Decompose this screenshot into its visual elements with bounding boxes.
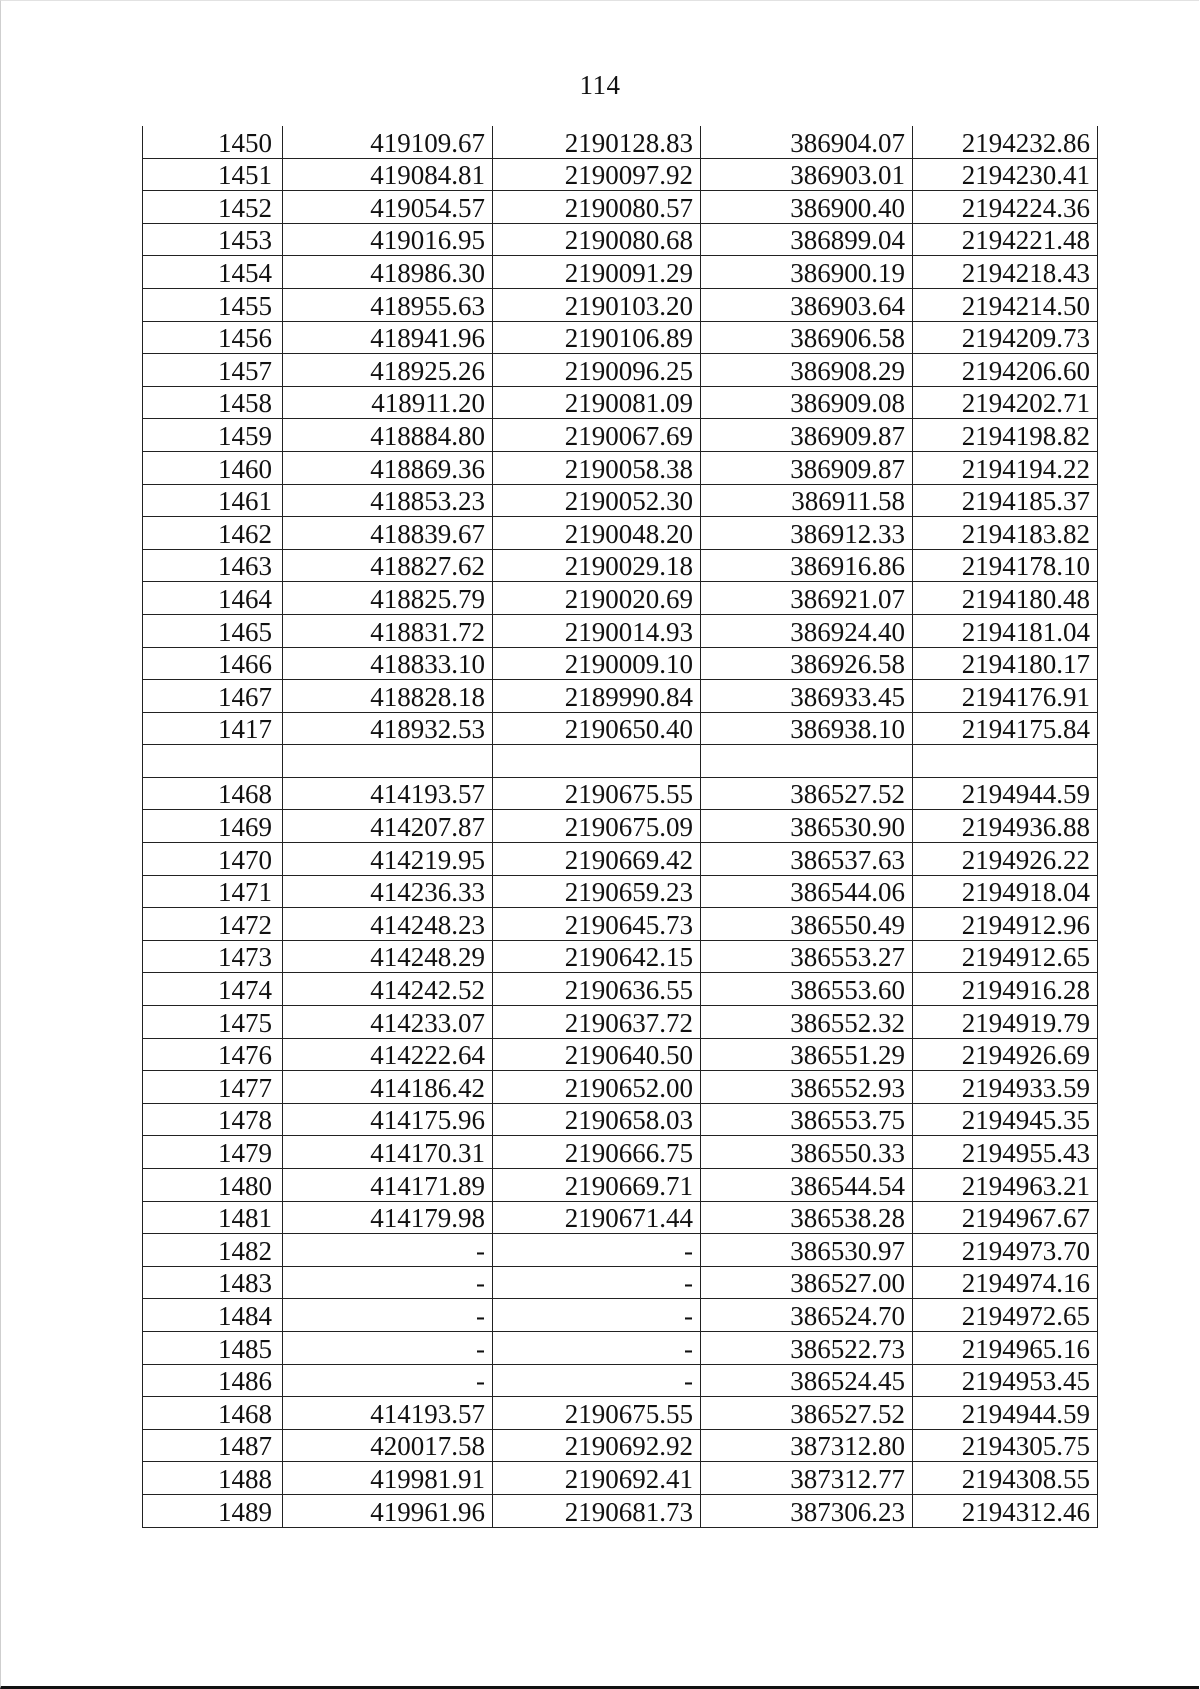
table-row [143, 1429, 1098, 1462]
point-id-cell: 1464 [143, 582, 283, 615]
coord-a-x-cell: 414193.57 [283, 1397, 493, 1430]
coord-a-y-cell: 2190650.40 [493, 712, 701, 745]
coord-a-x-cell: 418884.80 [283, 419, 493, 452]
point-id-cell: 1457 [143, 354, 283, 387]
coord-b-y-cell: 2194967.67 [913, 1201, 1098, 1234]
coord-a-y-cell: 2190020.69 [493, 582, 701, 615]
coord-a-x-cell: - [283, 1364, 493, 1397]
table-row [143, 419, 1098, 452]
coord-a-y-cell: 2190645.73 [493, 908, 701, 941]
coord-a-x-cell: 419981.91 [283, 1462, 493, 1495]
coord-a-x-cell: 414207.87 [283, 810, 493, 843]
coord-a-x-cell: - [283, 1266, 493, 1299]
point-id-cell: 1479 [143, 1136, 283, 1169]
coord-b-x-cell: 386900.40 [701, 191, 913, 224]
point-id-cell: 1471 [143, 875, 283, 908]
coord-a-y-cell: 2190029.18 [493, 549, 701, 582]
point-id-cell: 1473 [143, 940, 283, 973]
coord-a-x-cell: 418827.62 [283, 549, 493, 582]
coord-a-x-cell: 418825.79 [283, 582, 493, 615]
table-row [143, 1169, 1098, 1202]
table-row [143, 158, 1098, 191]
coord-a-y-cell: 2190097.92 [493, 158, 701, 191]
point-id-cell: 1465 [143, 614, 283, 647]
coord-b-y-cell: 2194230.41 [913, 158, 1098, 191]
coord-b-x-cell: 386916.86 [701, 549, 913, 582]
coord-b-x-cell: 386552.32 [701, 1006, 913, 1039]
point-id-cell: 1460 [143, 451, 283, 484]
coord-b-y-cell: 2194973.70 [913, 1234, 1098, 1267]
coord-b-y-cell: 2194198.82 [913, 419, 1098, 452]
point-id-cell: 1461 [143, 484, 283, 517]
table-row [143, 354, 1098, 387]
coord-b-x-cell: 386551.29 [701, 1038, 913, 1071]
coord-b-x-cell: 386909.08 [701, 386, 913, 419]
coord-b-x-cell: 386903.64 [701, 288, 913, 321]
table-row [143, 745, 1098, 778]
table-row [143, 1201, 1098, 1234]
coord-a-y-cell: 2190669.42 [493, 843, 701, 876]
coord-a-y-cell: 2190080.68 [493, 223, 701, 256]
coord-b-x-cell: 386550.33 [701, 1136, 913, 1169]
coord-a-y-cell: - [493, 1331, 701, 1364]
coord-a-y-cell: 2190096.25 [493, 354, 701, 387]
coord-b-y-cell: 2194181.04 [913, 614, 1098, 647]
point-id-cell: 1487 [143, 1429, 283, 1462]
coord-b-x-cell: 386530.90 [701, 810, 913, 843]
coord-a-y-cell: 2190652.00 [493, 1071, 701, 1104]
coord-a-x-cell: 414186.42 [283, 1071, 493, 1104]
coord-a-x-cell: 414171.89 [283, 1169, 493, 1202]
coord-a-y-cell: 2190671.44 [493, 1201, 701, 1234]
table-row [143, 908, 1098, 941]
coord-b-y-cell: 2194180.48 [913, 582, 1098, 615]
coord-a-x-cell: 418941.96 [283, 321, 493, 354]
table-row [143, 1331, 1098, 1364]
coord-b-x-cell: 387312.80 [701, 1429, 913, 1462]
point-id-cell: 1474 [143, 973, 283, 1006]
table-row [143, 1071, 1098, 1104]
table-row [143, 1006, 1098, 1039]
coord-a-x-cell: 414175.96 [283, 1103, 493, 1136]
coord-a-x-cell: 418831.72 [283, 614, 493, 647]
coord-b-x-cell: 386553.60 [701, 973, 913, 1006]
point-id-cell: 1472 [143, 908, 283, 941]
coord-a-x-cell: 418853.23 [283, 484, 493, 517]
coord-a-x-cell: 418955.63 [283, 288, 493, 321]
coord-b-x-cell: 386544.06 [701, 875, 913, 908]
point-id-cell: 1462 [143, 517, 283, 550]
table-row [143, 1462, 1098, 1495]
coord-a-x-cell: 418839.67 [283, 517, 493, 550]
point-id-cell [143, 745, 283, 778]
coord-a-y-cell: 2190692.41 [493, 1462, 701, 1495]
coord-b-y-cell: 2194916.28 [913, 973, 1098, 1006]
coord-a-y-cell: 2190681.73 [493, 1494, 701, 1527]
coord-b-x-cell: 386909.87 [701, 451, 913, 484]
point-id-cell: 1484 [143, 1299, 283, 1332]
coord-a-y-cell: 2190666.75 [493, 1136, 701, 1169]
coord-b-y-cell: 2194963.21 [913, 1169, 1098, 1202]
table-row [143, 517, 1098, 550]
coord-b-y-cell: 2194180.17 [913, 647, 1098, 680]
coord-a-y-cell: 2190636.55 [493, 973, 701, 1006]
table-row [143, 614, 1098, 647]
point-id-cell: 1455 [143, 288, 283, 321]
coord-a-y-cell: 2190128.83 [493, 126, 701, 158]
table-row [143, 777, 1098, 810]
coord-b-x-cell: 386550.49 [701, 908, 913, 941]
coord-b-y-cell: 2194926.69 [913, 1038, 1098, 1071]
table-row [143, 256, 1098, 289]
coord-b-y-cell: 2194936.88 [913, 810, 1098, 843]
coord-a-x-cell: 414219.95 [283, 843, 493, 876]
coord-a-x-cell: 414222.64 [283, 1038, 493, 1071]
coord-a-y-cell: 2190048.20 [493, 517, 701, 550]
table-row [143, 321, 1098, 354]
point-id-cell: 1485 [143, 1331, 283, 1364]
point-id-cell: 1450 [143, 126, 283, 158]
coord-a-x-cell: 419961.96 [283, 1494, 493, 1527]
table-row [143, 549, 1098, 582]
coord-b-x-cell: 386524.45 [701, 1364, 913, 1397]
point-id-cell: 1468 [143, 1397, 283, 1430]
coord-a-x-cell: 419054.57 [283, 191, 493, 224]
coord-b-x-cell: 386933.45 [701, 680, 913, 713]
table-row [143, 1364, 1098, 1397]
coord-b-y-cell: 2194945.35 [913, 1103, 1098, 1136]
coord-a-x-cell: 418925.26 [283, 354, 493, 387]
point-id-cell: 1476 [143, 1038, 283, 1071]
point-id-cell: 1470 [143, 843, 283, 876]
coord-a-x-cell: 414248.29 [283, 940, 493, 973]
coord-b-y-cell: 2194178.10 [913, 549, 1098, 582]
coord-b-y-cell: 2194912.96 [913, 908, 1098, 941]
coord-a-x-cell: 418833.10 [283, 647, 493, 680]
table-row [143, 451, 1098, 484]
coordinates-table [142, 126, 1098, 1528]
table-row [143, 1136, 1098, 1169]
coord-a-x-cell: 414170.31 [283, 1136, 493, 1169]
point-id-cell: 1486 [143, 1364, 283, 1397]
coord-a-y-cell: 2190637.72 [493, 1006, 701, 1039]
coord-b-x-cell [701, 745, 913, 778]
table-row [143, 1038, 1098, 1071]
coord-b-y-cell: 2194232.86 [913, 126, 1098, 158]
point-id-cell: 1488 [143, 1462, 283, 1495]
coord-b-x-cell: 386522.73 [701, 1331, 913, 1364]
coord-a-y-cell: 2190669.71 [493, 1169, 701, 1202]
coord-b-y-cell: 2194185.37 [913, 484, 1098, 517]
coord-b-y-cell: 2194912.65 [913, 940, 1098, 973]
coord-a-y-cell: 2190106.89 [493, 321, 701, 354]
table-row [143, 1103, 1098, 1136]
point-id-cell: 1417 [143, 712, 283, 745]
point-id-cell: 1480 [143, 1169, 283, 1202]
point-id-cell: 1453 [143, 223, 283, 256]
coord-b-y-cell: 2194218.43 [913, 256, 1098, 289]
table-row [143, 1397, 1098, 1430]
coord-a-x-cell: 419016.95 [283, 223, 493, 256]
coord-b-x-cell: 386553.27 [701, 940, 913, 973]
coord-a-y-cell: 2190080.57 [493, 191, 701, 224]
coord-a-y-cell: 2190067.69 [493, 419, 701, 452]
coord-b-x-cell: 386924.40 [701, 614, 913, 647]
coord-b-x-cell: 386527.52 [701, 777, 913, 810]
coord-b-y-cell: 2194221.48 [913, 223, 1098, 256]
coord-b-y-cell: 2194305.75 [913, 1429, 1098, 1462]
coord-b-x-cell: 386527.52 [701, 1397, 913, 1430]
coord-a-x-cell: 420017.58 [283, 1429, 493, 1462]
coord-b-y-cell: 2194183.82 [913, 517, 1098, 550]
coord-a-x-cell: 418986.30 [283, 256, 493, 289]
coord-a-y-cell: - [493, 1234, 701, 1267]
coord-a-y-cell [493, 745, 701, 778]
table-row [143, 712, 1098, 745]
coord-a-x-cell: - [283, 1331, 493, 1364]
coord-a-y-cell: 2190692.92 [493, 1429, 701, 1462]
coord-b-y-cell: 2194972.65 [913, 1299, 1098, 1332]
coord-a-x-cell: 414248.23 [283, 908, 493, 941]
coord-b-x-cell: 386938.10 [701, 712, 913, 745]
point-id-cell: 1451 [143, 158, 283, 191]
coord-a-y-cell: 2190675.55 [493, 1397, 701, 1430]
coord-b-x-cell: 386904.07 [701, 126, 913, 158]
coord-b-x-cell: 386530.97 [701, 1234, 913, 1267]
point-id-cell: 1452 [143, 191, 283, 224]
point-id-cell: 1466 [143, 647, 283, 680]
table-row [143, 288, 1098, 321]
coord-b-y-cell: 2194955.43 [913, 1136, 1098, 1169]
coord-a-y-cell: 2190014.93 [493, 614, 701, 647]
coord-a-x-cell: 419109.67 [283, 126, 493, 158]
coord-a-y-cell: 2190091.29 [493, 256, 701, 289]
coord-b-y-cell: 2194194.22 [913, 451, 1098, 484]
table-row [143, 843, 1098, 876]
coord-a-y-cell: 2190658.03 [493, 1103, 701, 1136]
coord-b-y-cell: 2194965.16 [913, 1331, 1098, 1364]
coord-a-y-cell: - [493, 1299, 701, 1332]
table-row [143, 126, 1098, 158]
table-row [143, 223, 1098, 256]
coord-b-x-cell: 386921.07 [701, 582, 913, 615]
coord-b-x-cell: 386926.58 [701, 647, 913, 680]
coord-b-x-cell: 386911.58 [701, 484, 913, 517]
coord-a-x-cell: 419084.81 [283, 158, 493, 191]
coord-a-y-cell: 2190058.38 [493, 451, 701, 484]
coord-a-y-cell: 2190081.09 [493, 386, 701, 419]
coord-a-y-cell: 2190052.30 [493, 484, 701, 517]
coord-a-y-cell: 2189990.84 [493, 680, 701, 713]
coord-a-x-cell: 414236.33 [283, 875, 493, 908]
coord-b-y-cell: 2194944.59 [913, 1397, 1098, 1430]
coord-a-x-cell: 414233.07 [283, 1006, 493, 1039]
coord-b-x-cell: 387306.23 [701, 1494, 913, 1527]
coord-a-y-cell: - [493, 1364, 701, 1397]
coord-b-y-cell: 2194214.50 [913, 288, 1098, 321]
coord-b-x-cell: 386903.01 [701, 158, 913, 191]
point-id-cell: 1463 [143, 549, 283, 582]
coord-a-y-cell: 2190009.10 [493, 647, 701, 680]
page-number: 114 [579, 70, 621, 100]
coord-a-y-cell: 2190103.20 [493, 288, 701, 321]
coord-b-y-cell: 2194176.91 [913, 680, 1098, 713]
table-row [143, 940, 1098, 973]
coord-b-x-cell: 386538.28 [701, 1201, 913, 1234]
table-row [143, 582, 1098, 615]
table-row [143, 191, 1098, 224]
point-id-cell: 1478 [143, 1103, 283, 1136]
coord-b-y-cell: 2194974.16 [913, 1266, 1098, 1299]
point-id-cell: 1454 [143, 256, 283, 289]
coord-b-y-cell: 2194209.73 [913, 321, 1098, 354]
point-id-cell: 1475 [143, 1006, 283, 1039]
coord-b-y-cell: 2194919.79 [913, 1006, 1098, 1039]
coord-b-x-cell: 386527.00 [701, 1266, 913, 1299]
coord-b-x-cell: 386899.04 [701, 223, 913, 256]
coord-b-x-cell: 386552.93 [701, 1071, 913, 1104]
coord-b-y-cell: 2194944.59 [913, 777, 1098, 810]
coord-a-x-cell: 418869.36 [283, 451, 493, 484]
coord-a-x-cell: 414193.57 [283, 777, 493, 810]
coordinates-table-body [143, 126, 1098, 1527]
coord-b-y-cell: 2194175.84 [913, 712, 1098, 745]
table-row [143, 1234, 1098, 1267]
coord-a-x-cell: 418932.53 [283, 712, 493, 745]
coord-a-x-cell: 414242.52 [283, 973, 493, 1006]
point-id-cell: 1489 [143, 1494, 283, 1527]
point-id-cell: 1467 [143, 680, 283, 713]
coord-a-y-cell: - [493, 1266, 701, 1299]
coord-b-y-cell: 2194224.36 [913, 191, 1098, 224]
coord-b-y-cell: 2194202.71 [913, 386, 1098, 419]
coord-b-y-cell: 2194918.04 [913, 875, 1098, 908]
coord-b-x-cell: 386906.58 [701, 321, 913, 354]
coord-b-x-cell: 386908.29 [701, 354, 913, 387]
coord-a-y-cell: 2190642.15 [493, 940, 701, 973]
coord-b-x-cell: 386912.33 [701, 517, 913, 550]
coord-b-y-cell [913, 745, 1098, 778]
coord-a-x-cell: 418911.20 [283, 386, 493, 419]
point-id-cell: 1459 [143, 419, 283, 452]
coord-b-y-cell: 2194312.46 [913, 1494, 1098, 1527]
coord-a-x-cell: 414179.98 [283, 1201, 493, 1234]
point-id-cell: 1456 [143, 321, 283, 354]
coord-b-x-cell: 386900.19 [701, 256, 913, 289]
coord-b-x-cell: 386909.87 [701, 419, 913, 452]
point-id-cell: 1458 [143, 386, 283, 419]
coord-b-y-cell: 2194308.55 [913, 1462, 1098, 1495]
point-id-cell: 1482 [143, 1234, 283, 1267]
table-row [143, 1299, 1098, 1332]
coord-a-y-cell: 2190659.23 [493, 875, 701, 908]
coord-a-y-cell: 2190675.55 [493, 777, 701, 810]
coord-a-x-cell: 418828.18 [283, 680, 493, 713]
coord-b-y-cell: 2194926.22 [913, 843, 1098, 876]
coord-b-y-cell: 2194206.60 [913, 354, 1098, 387]
point-id-cell: 1468 [143, 777, 283, 810]
point-id-cell: 1469 [143, 810, 283, 843]
point-id-cell: 1483 [143, 1266, 283, 1299]
coord-b-x-cell: 386544.54 [701, 1169, 913, 1202]
table-row [143, 1494, 1098, 1527]
coord-b-y-cell: 2194933.59 [913, 1071, 1098, 1104]
coord-b-x-cell: 387312.77 [701, 1462, 913, 1495]
coord-b-x-cell: 386553.75 [701, 1103, 913, 1136]
table-row [143, 973, 1098, 1006]
table-row [143, 647, 1098, 680]
table-row [143, 484, 1098, 517]
point-id-cell: 1481 [143, 1201, 283, 1234]
coord-a-x-cell [283, 745, 493, 778]
table-row [143, 810, 1098, 843]
table-row [143, 386, 1098, 419]
coord-b-x-cell: 386524.70 [701, 1299, 913, 1332]
point-id-cell: 1477 [143, 1071, 283, 1104]
coord-a-x-cell: - [283, 1234, 493, 1267]
table-row [143, 1266, 1098, 1299]
coord-a-y-cell: 2190640.50 [493, 1038, 701, 1071]
table-row [143, 680, 1098, 713]
coord-a-x-cell: - [283, 1299, 493, 1332]
coord-a-y-cell: 2190675.09 [493, 810, 701, 843]
coord-b-y-cell: 2194953.45 [913, 1364, 1098, 1397]
table-row [143, 875, 1098, 908]
coord-b-x-cell: 386537.63 [701, 843, 913, 876]
